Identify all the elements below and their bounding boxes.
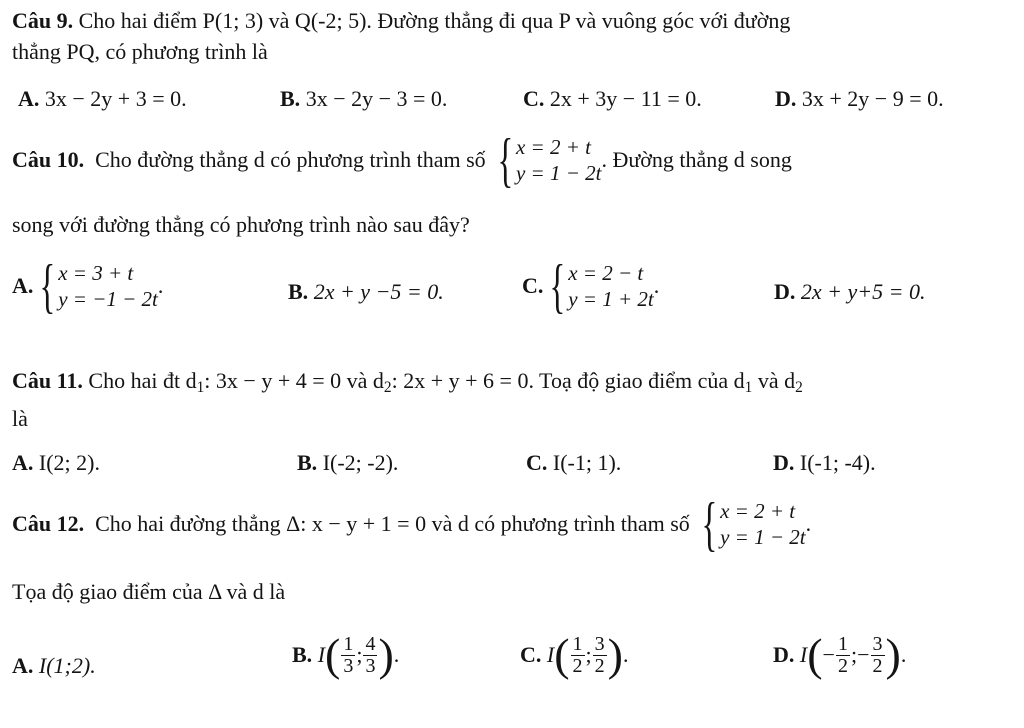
separator: ;: [356, 641, 363, 667]
q9-option-c[interactable]: [523, 86, 702, 112]
right-paren-icon: ): [607, 629, 623, 680]
subscript: 2: [383, 378, 392, 396]
point-name: I: [546, 641, 555, 667]
q11-text: và d: [752, 368, 796, 393]
point-name: I: [799, 641, 808, 667]
option-label: B.: [297, 450, 318, 475]
q12-option-b[interactable]: [292, 629, 400, 680]
denominator: 2: [594, 654, 605, 677]
option-text: 3x + 2y − 9 = 0.: [801, 86, 944, 111]
option-text: I(-2; -2).: [322, 450, 399, 475]
option-tail: .: [653, 272, 660, 298]
denominator: 3: [365, 654, 376, 677]
q10-text-line2: song với đường thẳng có phương trình nào sau đây?: [12, 212, 470, 237]
q9-option-d[interactable]: [775, 86, 944, 112]
numerator: 3: [594, 632, 605, 655]
option-text: I(-1; -4).: [799, 450, 876, 475]
right-paren-icon: ): [885, 629, 901, 680]
q10-option-c[interactable]: [522, 253, 660, 319]
q9-label: Câu 9.: [12, 8, 74, 33]
q12-text-line2: Tọa độ giao điểm của Δ và d là: [12, 579, 286, 604]
option-text: I(1;2).: [38, 653, 96, 678]
option-label: C.: [522, 272, 544, 298]
fraction: [836, 634, 850, 677]
q9-line1: [12, 8, 790, 34]
q11-text-line2: là: [12, 406, 28, 431]
q10-text-before: Cho đường thẳng d có phương trình tham số: [95, 146, 486, 172]
option-system: [543, 253, 654, 319]
q12-line1: [12, 491, 812, 557]
subscript: 2: [795, 378, 803, 396]
brace-icon: {: [497, 127, 514, 193]
system-line: x = 2 − t: [568, 260, 644, 285]
separator: ;: [850, 641, 858, 667]
q11-text: : 3x − y + 4 = 0 và d: [204, 368, 384, 393]
brace-icon: {: [549, 253, 566, 319]
numerator: 1: [572, 632, 583, 655]
denominator: 2: [872, 654, 883, 677]
numerator: 4: [365, 632, 376, 655]
brace-icon: {: [701, 491, 718, 557]
q10-param-system: [491, 127, 602, 193]
denominator: 2: [837, 654, 848, 677]
option-label: D.: [773, 641, 795, 667]
q12-label: Câu 12.: [12, 510, 85, 536]
option-tail: .: [393, 641, 400, 667]
option-label: A.: [18, 86, 40, 111]
q12-text-after: .: [805, 510, 812, 536]
subscript: 1: [744, 378, 753, 396]
separator: ;: [585, 641, 592, 667]
left-paren-icon: (: [325, 629, 341, 680]
option-text: 3x − 2y + 3 = 0.: [44, 86, 187, 111]
option-label: A.: [12, 653, 34, 678]
option-label: B.: [280, 86, 301, 111]
option-system: [33, 253, 158, 319]
option-label: B.: [288, 279, 309, 304]
denominator: 3: [343, 654, 354, 677]
q11-option-c[interactable]: [526, 450, 621, 476]
minus-sign: −: [857, 641, 870, 667]
q12-option-c[interactable]: [520, 629, 629, 680]
system-line: x = 2 + t: [720, 498, 796, 523]
q10-option-a[interactable]: [12, 253, 164, 319]
minus-sign: −: [822, 641, 835, 667]
q12-text-before: Cho hai đường thẳng Δ: x − y + 1 = 0 và d có phương trình tham số: [95, 510, 690, 536]
q9-option-b[interactable]: [280, 86, 447, 112]
system-line: y = 1 + 2t: [568, 287, 654, 311]
q10-label: Câu 10.: [12, 146, 85, 172]
left-paren-icon: (: [807, 629, 823, 680]
option-text: I(-1; 1).: [552, 450, 622, 475]
numerator: 3: [872, 632, 883, 655]
option-text: I(2; 2).: [38, 450, 100, 475]
system-line: y = −1 − 2t: [58, 287, 158, 311]
brace-icon: {: [39, 253, 56, 319]
q11-text: : 2x + y + 6 = 0. Toạ độ giao điểm của d: [391, 368, 745, 393]
option-label: C.: [520, 641, 542, 667]
option-text: 2x + y+5 = 0.: [800, 279, 926, 304]
option-tail: .: [900, 641, 907, 667]
right-paren-icon: ): [378, 629, 394, 680]
option-text: 3x − 2y − 3 = 0.: [305, 86, 448, 111]
fraction: [363, 634, 377, 677]
left-paren-icon: (: [554, 629, 570, 680]
system-line: y = 1 − 2t: [720, 525, 806, 549]
system-line: y = 1 − 2t: [515, 161, 602, 185]
option-label: D.: [774, 279, 796, 304]
option-tail: .: [157, 272, 164, 298]
option-label: D.: [775, 86, 797, 111]
q10-option-d[interactable]: [774, 279, 925, 305]
q9-text-line1: Cho hai điểm P(1; 3) và Q(-2; 5). Đường thẳng đi qua P và vuông góc với đường: [78, 8, 791, 33]
fraction: [871, 634, 885, 677]
system-line: x = 3 + t: [58, 260, 134, 285]
q9-text-line2: thẳng PQ, có phương trình là: [12, 39, 268, 64]
option-tail: .: [623, 641, 629, 667]
q12-option-a[interactable]: [12, 653, 96, 679]
q11-text: Cho hai đt d: [88, 368, 197, 393]
system-line: x = 2 + t: [515, 134, 591, 159]
q10-line1: [12, 127, 792, 193]
subscript: 1: [196, 378, 205, 396]
q12-option-d[interactable]: [773, 629, 907, 680]
option-text: 2x + y −5 = 0.: [313, 279, 444, 304]
fraction: [341, 634, 355, 677]
numerator: 1: [343, 632, 354, 655]
fraction: [593, 634, 607, 677]
option-label: A.: [12, 450, 34, 475]
option-label: C.: [526, 450, 548, 475]
q11-label: Câu 11.: [12, 368, 83, 393]
option-label: B.: [292, 641, 313, 667]
point-name: I: [317, 641, 326, 667]
q10-option-b[interactable]: [288, 279, 444, 305]
q10-text-after: . Đường thẳng d song: [601, 146, 792, 172]
denominator: 2: [572, 654, 583, 677]
option-label: A.: [12, 272, 34, 298]
q11-option-d[interactable]: [773, 450, 876, 476]
numerator: 1: [837, 632, 848, 655]
q11-option-a[interactable]: [12, 450, 100, 476]
fraction: [571, 634, 585, 677]
option-label: C.: [523, 86, 545, 111]
q12-param-system: [695, 491, 806, 557]
q9-option-a[interactable]: [18, 86, 187, 112]
q11-option-b[interactable]: [297, 450, 398, 476]
option-text: 2x + 3y − 11 = 0.: [549, 86, 702, 111]
option-label: D.: [773, 450, 795, 475]
q11-line1: [12, 368, 803, 394]
